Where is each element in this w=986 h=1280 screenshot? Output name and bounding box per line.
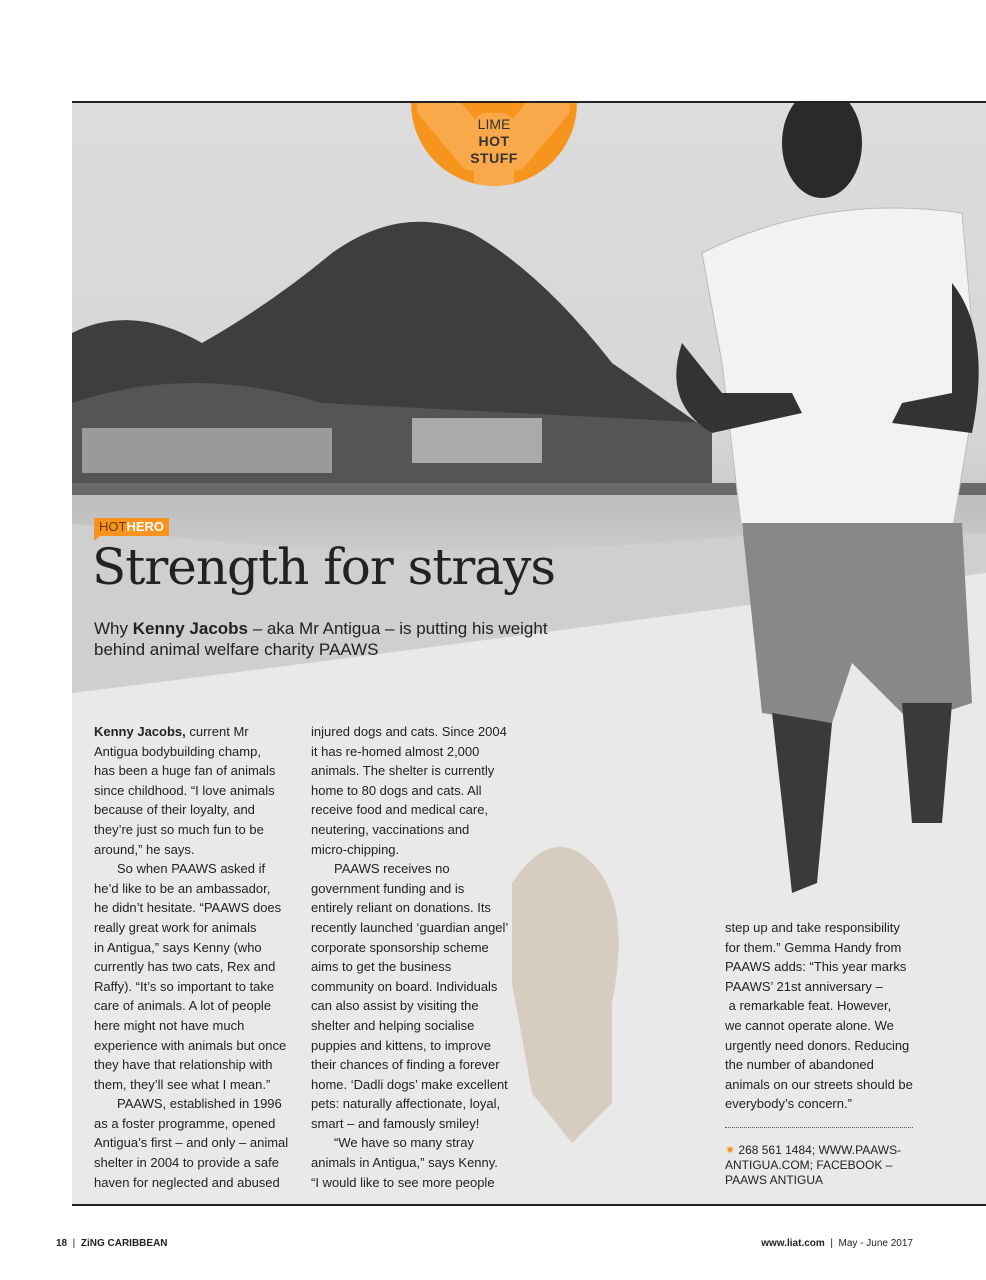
text-line xyxy=(94,1153,288,1173)
text-line xyxy=(311,859,508,879)
text-line xyxy=(94,1075,288,1095)
text-line xyxy=(94,977,288,997)
text-line xyxy=(94,1133,288,1153)
line-text: shelter in 2004 to provide a safe xyxy=(94,1155,280,1171)
line-text: here might not have much xyxy=(94,1017,245,1033)
text-line xyxy=(94,781,288,801)
line-text: them, they’ll see what I mean.” xyxy=(94,1076,271,1092)
website-link[interactable]: www.liat.com xyxy=(761,1238,825,1249)
text-line xyxy=(94,996,288,1016)
text-line xyxy=(94,898,288,918)
line-text: Antigua’s first – and only – animal xyxy=(94,1135,289,1151)
line-text: “I would like to see more people xyxy=(311,1174,495,1190)
line-text: can also assist by visiting the xyxy=(311,998,479,1014)
line-text: smart – and famously smiley! xyxy=(311,1115,480,1131)
line-text: he’d like to be an ambassador, xyxy=(94,880,271,896)
text-line xyxy=(311,761,508,781)
line-text: we cannot operate alone. We xyxy=(725,1017,894,1033)
text-line xyxy=(94,1173,288,1193)
text-line xyxy=(725,1036,913,1056)
line-text: neutering, vaccinations and xyxy=(311,821,470,837)
line-text: puppies and kittens, to improve xyxy=(311,1037,491,1053)
issue-date: May - June 2017 xyxy=(838,1238,913,1249)
text-line xyxy=(94,1036,288,1056)
line-text: home. ‘Dadli dogs’ make excellent xyxy=(311,1076,508,1092)
text-line xyxy=(94,722,288,742)
line-text: step up and take responsibility xyxy=(725,920,900,935)
magazine-name: ZiNG CARIBBEAN xyxy=(80,1238,168,1249)
lead-name: Kenny Jacobs, xyxy=(94,724,186,739)
standfirst-text: – aka Mr Antigua – is putting his weight behind animal welfare charity PAAWS xyxy=(94,619,548,659)
line-text: home to 80 dogs and cats. All xyxy=(311,782,482,798)
line-text: Antigua bodybuilding champ, xyxy=(94,743,261,759)
text-line xyxy=(94,1016,288,1036)
text-line xyxy=(94,742,288,762)
line-text: PAAWS adds: “This year marks xyxy=(725,959,907,975)
text-line xyxy=(311,898,508,918)
column-3 xyxy=(725,918,913,1114)
text-line xyxy=(311,918,508,938)
text-line xyxy=(311,1094,508,1114)
line-text: everybody’s concern.” xyxy=(725,1096,852,1112)
contact-line: PAAWS ANTIGUA xyxy=(725,1173,824,1187)
text-line xyxy=(725,996,913,1016)
line-text: community on board. Individuals xyxy=(311,978,498,994)
text-line xyxy=(311,1153,508,1173)
section-tag xyxy=(94,518,169,536)
text-line xyxy=(311,957,508,977)
line-text: their chances of finding a forever xyxy=(311,1057,500,1073)
text-line xyxy=(94,859,288,879)
line-text: around,” he says. xyxy=(94,841,195,857)
contact-line: ANTIGUA.COM; FACEBOOK – xyxy=(725,1158,893,1172)
line-text: because of their loyalty, and xyxy=(94,802,255,818)
text-line xyxy=(311,781,508,801)
line-text: they’re just so much fun to be xyxy=(94,821,264,837)
line-text: government funding and is xyxy=(311,880,465,896)
line-text: for them.” Gemma Handy from xyxy=(725,939,902,955)
text-line xyxy=(94,879,288,899)
text-line xyxy=(94,761,288,781)
line-text: corporate sponsorship scheme xyxy=(311,939,489,955)
text-line xyxy=(725,938,913,958)
asterisk-icon: ✷ xyxy=(725,1143,736,1157)
text-line xyxy=(725,1055,913,1075)
line-text: shelter and helping socialise xyxy=(311,1017,475,1033)
text-line xyxy=(94,1114,288,1134)
line-text: has been a huge fan of animals xyxy=(94,763,276,779)
line-text: care of animals. A lot of people xyxy=(94,998,272,1014)
text-line xyxy=(311,742,508,762)
line-text: since childhood. “I love animals xyxy=(94,782,275,798)
text-line xyxy=(94,840,288,860)
text-line xyxy=(311,840,508,860)
line-text: receive food and medical care, xyxy=(311,802,489,818)
text-line xyxy=(311,1036,508,1056)
text-line xyxy=(94,1094,288,1114)
line-text: urgently need donors. Reducing xyxy=(725,1037,910,1053)
text-line xyxy=(311,1055,508,1075)
line-text: recently launched ‘guardian angel’ xyxy=(311,919,509,935)
line-text: really great work for animals xyxy=(94,919,257,935)
text-line xyxy=(725,1016,913,1036)
text-line xyxy=(311,1114,508,1134)
line-text: micro-chipping. xyxy=(311,841,400,857)
column-2 xyxy=(311,722,508,1192)
line-text: he didn’t hesitate. “PAAWS does xyxy=(94,900,282,916)
text-line xyxy=(725,977,913,997)
line-text: as a foster programme, opened xyxy=(94,1115,276,1131)
line-text: entirely reliant on donations. Its xyxy=(311,900,491,916)
text-line xyxy=(311,977,508,997)
text-line xyxy=(311,1016,508,1036)
tag-hot: HOT xyxy=(99,519,127,534)
line-text: haven for neglected and abused xyxy=(94,1174,280,1190)
text-line xyxy=(725,1075,913,1095)
bottom-rule xyxy=(72,1204,986,1206)
text-line xyxy=(94,938,288,958)
line-text: Raffy). “It’s so important to take xyxy=(94,978,275,994)
line-text: aims to get the business xyxy=(311,959,452,975)
line-text: injured dogs and cats. Since 2004 xyxy=(311,724,507,739)
text-line xyxy=(311,1173,508,1193)
text-line xyxy=(311,1133,508,1153)
line-text: “We have so many stray xyxy=(334,1135,474,1151)
text-line xyxy=(94,1055,288,1075)
text-line xyxy=(94,918,288,938)
footer-left: 18 | ZiNG CARIBBEAN xyxy=(56,1238,168,1249)
line-text: it has re-homed almost 2,000 xyxy=(311,743,480,759)
contact-info xyxy=(725,1143,925,1188)
text-line xyxy=(94,820,288,840)
line-text: currently has two cats, Rex and xyxy=(94,959,276,975)
text-line xyxy=(311,1075,508,1095)
text-line xyxy=(725,957,913,977)
article-title: Strength for strays xyxy=(92,538,556,596)
line-text: PAAWS receives no xyxy=(334,861,450,877)
text-line xyxy=(94,957,288,977)
line-text: animals. The shelter is currently xyxy=(311,763,495,779)
line-text: a remarkable feat. However, xyxy=(725,998,892,1014)
text-line xyxy=(311,938,508,958)
line-text: animals on our streets should be xyxy=(725,1076,913,1092)
column-1 xyxy=(94,722,288,1192)
text-line xyxy=(311,879,508,899)
contact-line: 268 561 1484; WWW.PAAWS- xyxy=(738,1143,902,1157)
standfirst-name: Kenny Jacobs xyxy=(132,619,248,638)
footer-right: www.liat.com | May - June 2017 xyxy=(761,1238,913,1249)
line-text: experience with animals but once xyxy=(94,1037,287,1053)
text-line xyxy=(311,996,508,1016)
badge-line1: LIME xyxy=(477,116,511,132)
text-line xyxy=(725,918,913,938)
line-text: PAAWS’ 21st anniversary – xyxy=(725,978,883,994)
badge-line2: HOT xyxy=(478,133,510,149)
text-line xyxy=(725,1094,913,1114)
text-line xyxy=(94,800,288,820)
line-text: pets: naturally affectionate, loyal, xyxy=(311,1096,501,1112)
line-text: PAAWS, established in 1996 xyxy=(117,1096,282,1112)
dotted-divider xyxy=(725,1127,913,1128)
line-text: current Mr xyxy=(185,724,249,739)
tag-hero: HERO xyxy=(126,519,165,534)
standfirst xyxy=(94,618,554,660)
badge-line3: STUFF xyxy=(470,150,518,166)
text-line xyxy=(311,800,508,820)
text-line xyxy=(311,722,508,742)
text-line xyxy=(311,820,508,840)
line-text: So when PAAWS asked if xyxy=(117,861,266,877)
line-text: in Antigua,” says Kenny (who xyxy=(94,939,262,955)
line-text: the number of abandoned xyxy=(725,1057,874,1073)
page-number: 18 xyxy=(56,1238,68,1249)
line-text: animals in Antigua,” says Kenny. xyxy=(311,1155,498,1171)
line-text: they have that relationship with xyxy=(94,1057,273,1073)
standfirst-text: Why xyxy=(94,619,133,638)
